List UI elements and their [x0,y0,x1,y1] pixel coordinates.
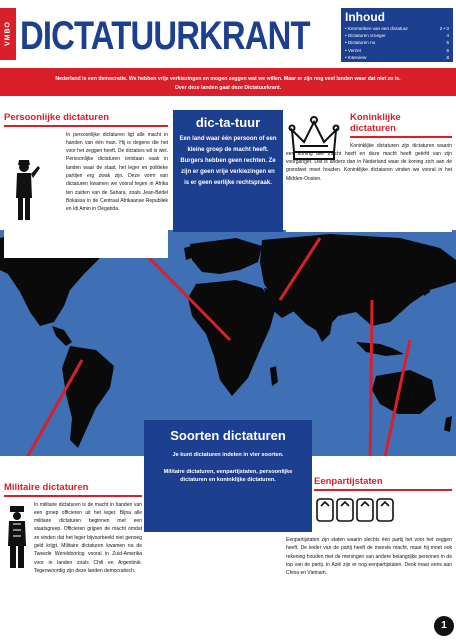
madagascar-shape [270,366,278,386]
toc-item[interactable]: • Interview 8 [345,54,449,61]
europe-shape [190,238,262,274]
definition-heading: dic-ta-tuur [195,115,261,130]
table-of-contents [341,8,453,62]
divider [4,495,142,497]
types-box [144,420,312,532]
africa-shape [188,280,276,396]
soldier-icon [6,504,28,568]
royal-heading: Koninklijke dictaturen [350,112,401,134]
newspaper-title: DICTATUURKRANT [20,14,310,58]
toc-heading: Inhoud [345,10,385,24]
toc-item[interactable]: • Dictaturen nu 5 [345,39,449,46]
page-number: 1 [434,616,454,636]
intro-line-1: Nederland is een democratie. We hebben vrije verkiezingen en mogen zeggen wat we willen. Maar er zijn nog veel landen waar dat niet zo is. [55,76,401,82]
indonesia-shape [356,342,404,356]
definition-box [173,110,283,232]
toc-item[interactable]: • Verzet 6 [345,47,449,54]
oneparty-heading: Eenpartijstaten [314,476,383,487]
toc-item[interactable]: • Kenmerken van een dictatuur 2 • 3 [345,25,449,32]
military-panel [4,482,142,628]
personal-text: In persoonlijke dictaturen ligt alle macht in handen van één man. Hij is degene die het voor het zeggen heeft. De dictators wil is wet. Persoonlijke dictaturen ontstaan vaak in landen waar de staat, het leger en politieke partijen erg zwak zijn. Deze vorm van dictaturen kwamen we vooral tegen in Afrika ten zuiden van de Sahara, zoals Jean-Bédel Bokassa in de Centraal Afrikaanse Republiek en Idi Amin in Oeganda. [66,131,168,213]
oneparty-text-block [286,536,452,616]
types-heading: Soorten dictaturen [170,428,286,443]
types-line-2: Militaire dictaturen, eenpartijstaten, persoonlijke dictaturen en koninklijke dictaturen. [163,468,293,483]
saluting-dictator-icon [8,160,40,220]
oneparty-panel [314,476,452,536]
royal-text: Koninklijke dictaturen zijn dictaturen waarin een koning alle macht heeft en deze macht heeft geërfd van zijn voorganger. Dat is anders dan in Nederland waar de koning zich aan de grondwet moet houden. Koninklijke dictaturen vinden we vooral in het Midden-Oosten. [286,142,452,182]
new-zealand-shape [444,416,452,432]
divider [4,125,168,127]
divider [350,136,452,138]
definition-text: Een land waar één persoon of een kleine groep de macht heeft. Burgers hebben geen rechten. Ze zijn er geen vrije verkiezingen en is er geen eerlijke rechtspraak. [179,136,277,186]
arrow-oneparty [370,300,372,456]
military-text: In militaire dictaturen is de macht in handen van een groep officieren uit het leger. Bijna alle militaire dictaturen beginnen met een staatsgreep. Officieren grijpen de macht omdat ze vinden dat het leger bijvoorbeeld niet genoeg geld krijgt. Militaire dictaturen kwamen na de Tweede Wereldoorlog vooral in Zuid-Amerika voor in landen zoals Chili en Argentinië. Tegenwoordig zijn deze landen democratisch. [34,501,142,574]
oneparty-text: Eenpartijstaten zijn staten waarin slechts één partij het voor het zeggen heeft. De leider van de partij heeft de meeste macht, maar hij moet ook rekening houden met de meningen van andere belangrijke personen in de top van de partij. In Azië zijn er nog eenpartijstaten. Denk maar eens aan China en Vietnam. [286,537,452,577]
crown-icon [288,114,340,166]
royal-panel [286,112,452,232]
south-america-shape [62,346,114,448]
intro-banner [0,68,456,96]
military-heading: Militaire dictaturen [4,482,89,493]
personal-heading: Persoonlijke dictaturen [4,112,110,123]
australia-shape [372,370,436,414]
toc-item[interactable]: • Dictaturen vroeger 4 [345,32,449,39]
types-line-1: Je kunt dictaturen indelen in vier soorten. [172,452,284,458]
party-members-icon [316,498,396,524]
uk-shape [184,246,192,260]
divider [314,489,452,491]
level-tab: VMBO [0,8,16,60]
intro-line-2: Over deze landen gaat deze Dictatuurkrant. [174,85,282,91]
central-america-shape [52,326,72,346]
masthead [0,0,456,68]
personal-panel [4,112,168,258]
